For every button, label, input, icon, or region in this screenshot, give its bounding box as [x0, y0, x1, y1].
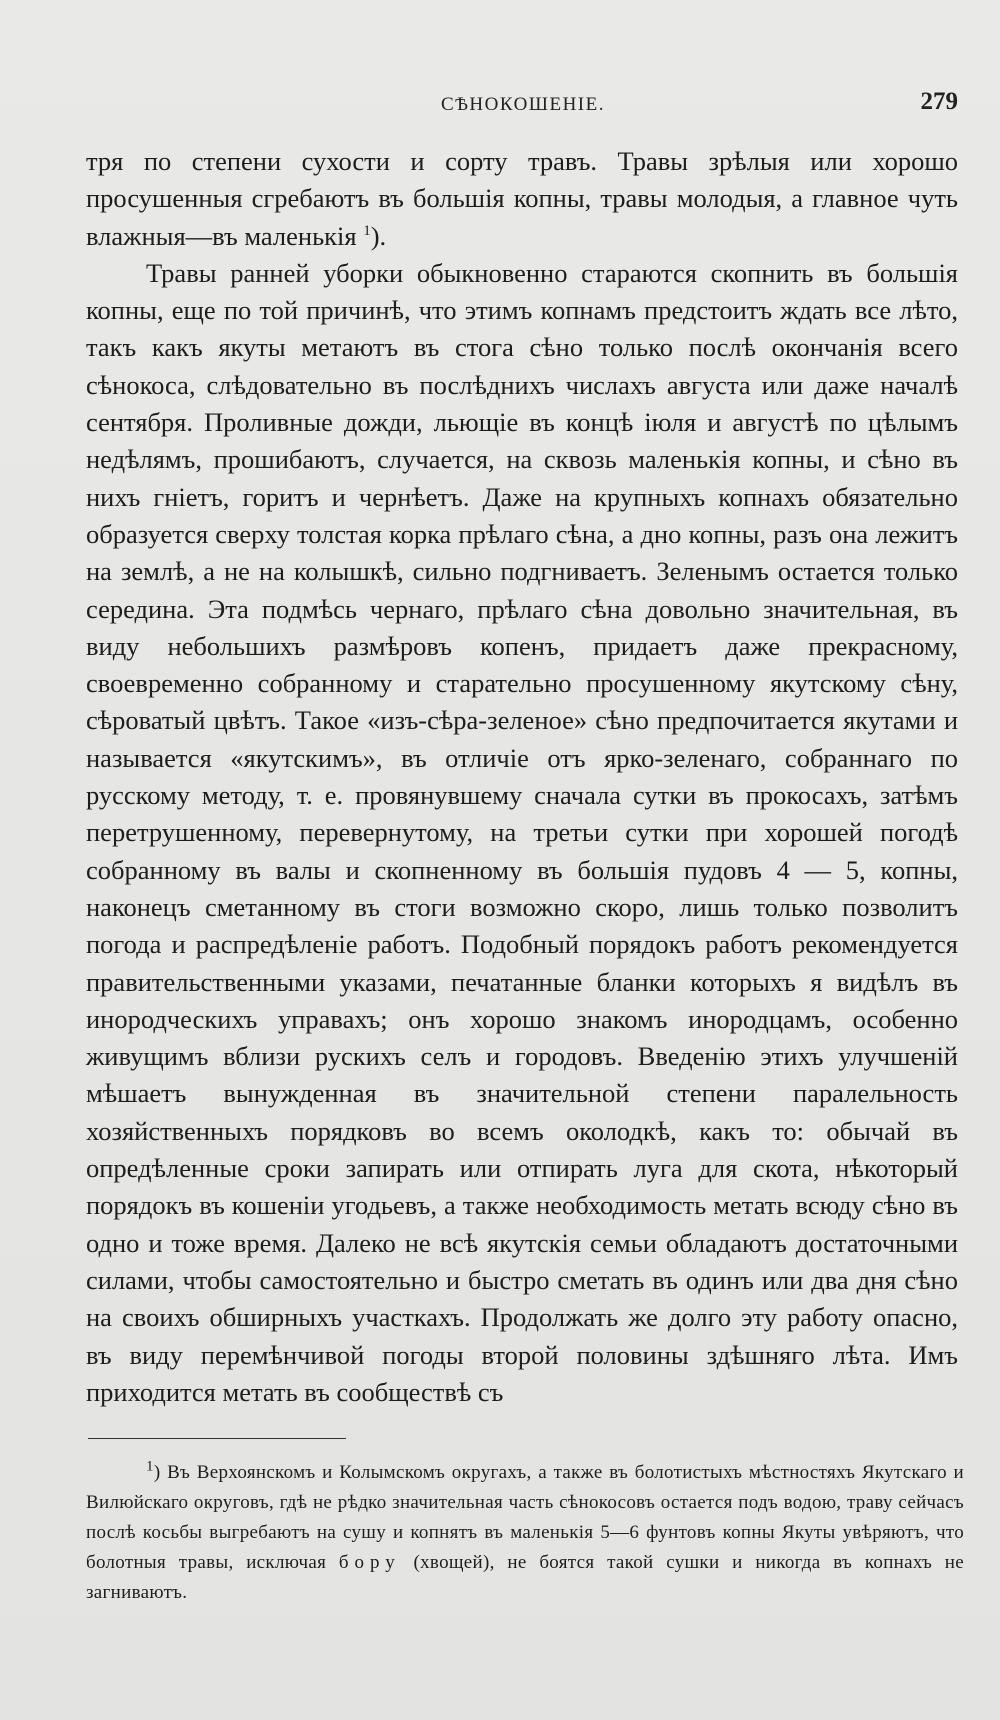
footnote — [86, 1458, 964, 1608]
page-header — [88, 86, 958, 126]
paragraph-text: тря по степени сухости и сорту травъ. Травы зрѣлыя или хорошо просушенныя сгребаютъ въ большія копны, травы молодыя, а главное чуть влажныя—въ маленькія — [86, 146, 958, 251]
footnote-spaced-word: бору — [338, 1552, 401, 1573]
paragraph: Травы ранней уборки обыкновенно стараются скопнить въ большія копны, еще по той причинѣ, что этимъ копнамъ предстоитъ ждать все лѣто, такъ какъ якуты метаютъ въ стога сѣно только послѣ окончанія всего сѣнокоса, слѣдовательно въ послѣднихъ числахъ августа или даже началѣ сентября. Проливные дожди, льющіе въ концѣ іюля и августѣ по цѣлымъ недѣлямъ, прошибаютъ, случается, на сквозь маленькія копны, и сѣно въ нихъ гніетъ, горитъ и чернѣетъ. Даже на крупныхъ копнахъ обязательно образуется сверху толстая корка прѣлаго сѣна, а дно копны, разъ она лежитъ на землѣ, а не на колышкѣ, сильно подгниваетъ. Зеленымъ остается только середина. Эта подмѣсь чернаго, прѣлаго сѣна довольно значительная, въ виду небольшихъ размѣровъ копенъ, придаетъ даже прекрасному, своевременно собранному и старательно просушенному якутскому сѣну, сѣроватый цвѣтъ. Такое «изъ-сѣра-зеленое» сѣно предпочитается якутами и называется «якутскимъ», въ отличіе отъ ярко-зеленаго, собраннаго по русскому методу, т. е. провянувшему сначала сутки въ прокосахъ, затѣмъ перетрушенному, перевернутому, на третьи сутки при хорошей погодѣ собранному въ валы и скопненному въ большія пудовъ 4 — 5, копны, наконецъ сметанному въ стоги возможно скоро, лишь только позволитъ погода и распредѣленіе работъ. Подобный порядокъ работъ рекомендуется правительственными указами, печатанные бланки которыхъ я видѣлъ въ инородческихъ управахъ; онъ хорошо знакомъ инородцамъ, особенно живущимъ вблизи рускихъ селъ и городовъ. Введенію этихъ улучшеній мѣшаетъ вынужденная въ значительной степени паралельность хозяйственныхъ порядковъ во всемъ околодкѣ, какъ то: обычай въ опредѣленные сроки запирать или отпирать луга для скота, нѣкоторый порядокъ въ кошеніи угодьевъ, а также необходимость метать всюду сѣно въ одно и тоже время. Далеко не всѣ якутскія семьи обладаютъ достаточными силами, чтобы самостоятельно и быстро сметать въ одинъ или два дня сѣно на своихъ обширныхъ участкахъ. Продолжать же долго эту работу опасно, въ виду перемѣнчивой погоды второй половины здѣшняго лѣта. Имъ приходится метать въ сообществѣ съ — [86, 257, 958, 1407]
running-title: СѢНОКОШЕНІЕ. — [441, 94, 605, 115]
footnote-reference[interactable]: 1 — [363, 222, 371, 239]
paragraph-text-tail: ). — [370, 220, 387, 251]
footnote-text-before: ) Въ Верхоянскомъ и Колымскомъ округахъ, а также въ болотистыхъ мѣстностяхъ Якутскаго и Вилюйскаго округовъ, гдѣ не рѣдко значительная часть сѣнокосовъ остается подъ водою, траву сейчасъ послѣ косьбы выгребаютъ на сушу и копнятъ въ маленькія 5—6 фунтовъ копны Якуты увѣряютъ, что болотныя травы, исключая — [86, 1462, 964, 1573]
footnote-text — [86, 1458, 964, 1608]
footnote-marker: 1 — [146, 1458, 154, 1475]
footnote-text-after: (хвощей), не боятся такой сушки и никогда въ копнахъ не загниваютъ. — [86, 1552, 964, 1603]
body-text — [86, 143, 958, 1411]
page-number: 279 — [920, 88, 958, 115]
footnote-separator — [88, 1438, 346, 1439]
paragraph-continued — [86, 143, 958, 255]
